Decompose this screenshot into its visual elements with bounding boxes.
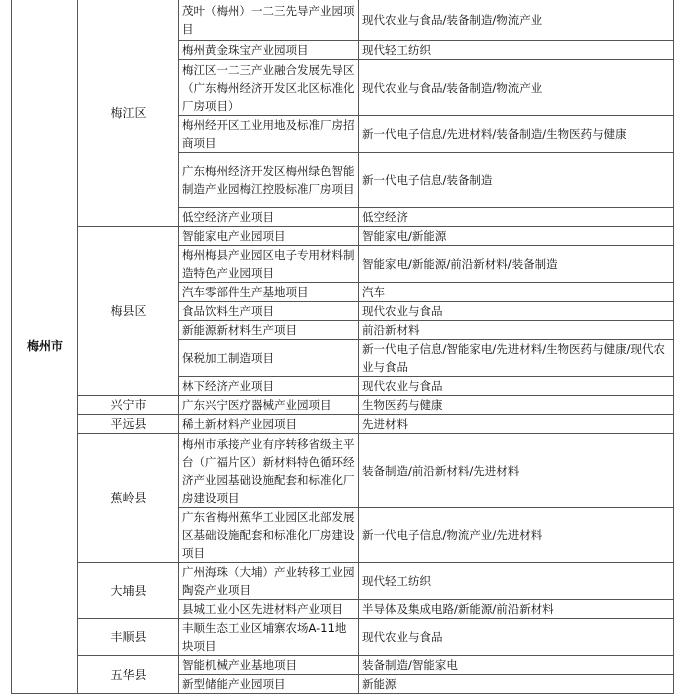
project-name-cell: 茂叶（梅州）一二三先导产业园项目 xyxy=(179,0,359,41)
project-name-cell: 广州海珠（大埔）产业转移工业园陶瓷产业项目 xyxy=(179,563,359,600)
table-row xyxy=(12,396,674,415)
industry-cell: 现代农业与食品/装备制造/物流产业 xyxy=(359,60,674,116)
table-row xyxy=(12,434,674,508)
project-name-cell: 新型储能产业园项目 xyxy=(179,675,359,694)
industry-cell: 装备制造/智能家电 xyxy=(359,656,674,675)
project-name-cell: 稀土新材料产业园项目 xyxy=(179,415,359,434)
industry-cell: 现代农业与食品 xyxy=(359,377,674,396)
project-name-cell: 保税加工制造项目 xyxy=(179,340,359,377)
industry-cell: 现代农业与食品 xyxy=(359,302,674,321)
county-cell: 平远县 xyxy=(78,415,179,434)
project-name-cell: 低空经济产业项目 xyxy=(179,208,359,227)
project-name-cell: 林下经济产业项目 xyxy=(179,377,359,396)
industry-cell: 新一代电子信息/先进材料/装备制造/生物医药与健康 xyxy=(359,116,674,153)
industry-cell: 低空经济 xyxy=(359,208,674,227)
county-cell: 五华县 xyxy=(78,656,179,694)
city-cell: 梅州市 xyxy=(12,0,78,694)
table-row xyxy=(12,656,674,675)
project-name-cell: 梅州梅县产业园区电子专用材料制造特色产业园项目 xyxy=(179,246,359,283)
table-row xyxy=(12,563,674,600)
industry-cell: 半导体及集成电路/新能源/前沿新材料 xyxy=(359,600,674,619)
project-name-cell: 梅州黄金珠宝产业园项目 xyxy=(179,41,359,60)
industry-cell: 现代轻工纺织 xyxy=(359,41,674,60)
table-row xyxy=(12,619,674,656)
industry-cell: 现代轻工纺织 xyxy=(359,563,674,600)
table-row xyxy=(12,415,674,434)
industry-cell: 前沿新材料 xyxy=(359,321,674,340)
county-cell: 梅江区 xyxy=(78,0,179,227)
industry-cell: 新一代电子信息/智能家电/先进材料/生物医药与健康/现代农业与食品 xyxy=(359,340,674,377)
industry-cell: 新一代电子信息/装备制造 xyxy=(359,153,674,208)
project-name-cell: 广东兴宁医疗器械产业园项目 xyxy=(179,396,359,415)
project-name-cell: 食品饮料生产项目 xyxy=(179,302,359,321)
project-name-cell: 智能家电产业园项目 xyxy=(179,227,359,246)
county-cell: 丰顺县 xyxy=(78,619,179,656)
project-name-cell: 广东梅州经济开发区梅州绿色智能制造产业园梅江控股标准厂房项目 xyxy=(179,153,359,208)
table-row xyxy=(12,0,674,41)
project-name-cell: 梅州经开区工业用地及标准厂房招商项目 xyxy=(179,116,359,153)
project-name-cell: 丰顺生态工业区埔寨农场A-11地块项目 xyxy=(179,619,359,656)
industry-cell: 生物医药与健康 xyxy=(359,396,674,415)
project-table xyxy=(11,0,674,694)
industry-cell: 新能源 xyxy=(359,675,674,694)
county-cell: 蕉岭县 xyxy=(78,434,179,563)
project-name-cell: 广东省梅州蕉华工业园区北部发展区基础设施配套和标准化厂房建设项目 xyxy=(179,508,359,563)
industry-cell: 新一代电子信息/物流产业/先进材料 xyxy=(359,508,674,563)
project-name-cell: 县城工业小区先进材料产业项目 xyxy=(179,600,359,619)
industry-cell: 现代农业与食品/装备制造/物流产业 xyxy=(359,0,674,41)
project-name-cell: 新能源新材料生产项目 xyxy=(179,321,359,340)
industry-cell: 汽车 xyxy=(359,283,674,302)
project-name-cell: 梅江区一二三产业融合发展先导区（广东梅州经济开发区北区标准化厂房项目） xyxy=(179,60,359,116)
project-name-cell: 梅州市承接产业有序转移省级主平台（广福片区）新材料特色循环经济产业园基础设施配套和标准化厂房建设项目 xyxy=(179,434,359,508)
industry-cell: 装备制造/前沿新材料/先进材料 xyxy=(359,434,674,508)
industry-cell: 先进材料 xyxy=(359,415,674,434)
table-row xyxy=(12,227,674,246)
industry-cell: 智能家电/新能源 xyxy=(359,227,674,246)
county-cell: 大埔县 xyxy=(78,563,179,619)
industry-cell: 现代农业与食品 xyxy=(359,619,674,656)
county-cell: 兴宁市 xyxy=(78,396,179,415)
industry-cell: 智能家电/新能源/前沿新材料/装备制造 xyxy=(359,246,674,283)
table-body xyxy=(12,0,674,694)
project-name-cell: 汽车零部件生产基地项目 xyxy=(179,283,359,302)
county-cell: 梅县区 xyxy=(78,227,179,396)
project-name-cell: 智能机械产业基地项目 xyxy=(179,656,359,675)
